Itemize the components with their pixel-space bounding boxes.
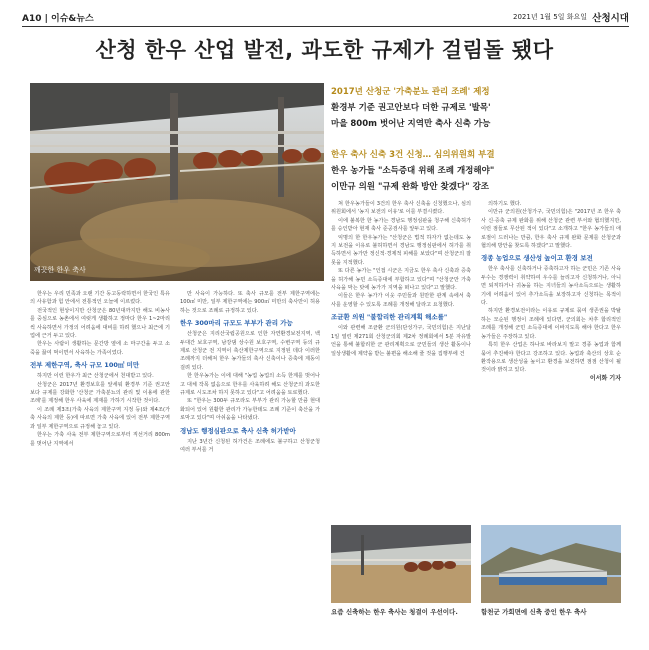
section-subheading: 경종 농업으로 생산성 높이고 환경 보전: [481, 254, 593, 263]
section-subheading: 조균환 의원 "불합리한 관리계획 해소를": [331, 313, 448, 322]
article-paragraph: 한우 축사를 신축하거나 증축하고자 하는 군민은 기존 사육두수는 경쟁력이 취약하여 우수를 늘리고자 신청하거나, 아니면 퇴직하거나 귀농을 하는 지녀들의 농사소득으로는 생활하기에 어려움이 있어 추가소득을 보장하고자 신청하는 목적이다.: [481, 266, 621, 307]
hero-caption: 깨끗한 한우 축사: [34, 266, 86, 274]
article-paragraph: 쳐 한우농가들이 3건의 한우 축사 신축을 신청했으나, 심의위원회에서 '농지 보전의 이유'로 이를 부결시켰다.: [331, 201, 471, 216]
article-paragraph: 이만규 군의원(산청가구, 국민의힘)은 "2017년 조 한우 축사 신·증축 규제 완화를 위해 산청군 관련 부서와 협의했지만, 이런 점들로 무산된 적이 있다"고 소개하고 "한우 농가들의 애로점이 드러나는 만큼, 한우 축사 규제 완화 문제를 산청군과 협의해 방안을 찾도록 하겠다"고 말했다.: [481, 209, 621, 250]
article-paragraph: 산청군은 지리산국립공원으로 인한 자연환경보전지역, 백두대간 보호구역, 남강댐 상수원 보호구역, 수변구역 등의 규제로 산청군 전 지역이 축산제한구역으로 지정된 데다 이러한 조례까지 더해져 한우 농가들의 축사 신축이나 증축에 제동이 걸려 있다.: [180, 331, 320, 371]
subhead-1-line-1: 환경부 기준 권고안보다 더한 규제로 '발목': [331, 103, 491, 113]
article-paragraph: 한우는 사람이 생활하는 문간방 옆에 소 마구간을 두고 소죽을 끓여 먹이면서 사육하는 가족이었다.: [30, 341, 170, 356]
page-header: [22, 6, 629, 27]
photo-caption-1: 요즘 신축하는 한우 축사는 청결이 우선이다.: [331, 608, 458, 616]
barn-illustration: [30, 83, 324, 281]
article-paragraph: 또 "한우는 300두 규모라도 부부가 관리 가능할 만큼 현대화되어 있어 원활한 관리가 가능한데도 조례 기준이 축산을 가로막고 있다"며 아쉬움을 나타냈다.: [180, 398, 320, 422]
subhead-1-title: 2017년 산청군 '가축분뇨 관리 조례' 제정: [331, 87, 490, 97]
article-paragraph: 이들은 한우 농가가 이웃 주민들과 원만한 관계 속에서 축사를 운영할 수 있도록 조례를 개정해 달라고 요청했다.: [331, 293, 471, 308]
byline: 이서화 기자: [589, 374, 621, 382]
article-paragraph: 한 한우농가는 이에 대해 "농업 농업의 소득 한계를 벗어나고 대체 작목 없음으로 한우를 사육하려 해도 산청군의 과도한 규제로 시도조차 하지 못하고 있다"고 어려움을 토로했다.: [180, 373, 320, 397]
article-paragraph: 이에 불복한 한 농가는 경남도 행정심판을 청구해 신축허가를 승인받아 현재 축사 준공검사를 앞두고 있다.: [331, 217, 471, 233]
section-label: A10 | 이슈&뉴스: [22, 14, 94, 24]
subhead-2-line-1: 한우 농가들 "소득증대 위해 조례 개정해야": [331, 166, 495, 176]
article-paragraph: 하지만 환경보전이라는 이유로 규제로 묶여 생존권을 박탈하는 모순된 행정이 조례에 있다면, 군의회는 차후 합리적인 조례를 개정해 군민 소득증대에 이바지도록 해야 한다고 한우농가들은 주장하고 있다.: [481, 308, 621, 340]
article-column-3: [331, 200, 471, 358]
article-column-1: [30, 290, 170, 448]
article-paragraph: 산청군은 2017년 환경보호를 앞세워 환경부 기준 권고안보다 규제를 강화한 '산청군 가축분뇨의 관리 및 이용에 관한 조례'를 제정해 한우 사육에 제재를 가하기 시작한 것이다.: [30, 381, 170, 405]
section-subheading: 전부 제한구역, 축사 규모 100㎡ 미만: [30, 361, 140, 370]
subhead-2-line-2: 이만규 의원 "규제 완화 방안 찾겠다" 강조: [331, 182, 489, 192]
subhead-2: [331, 147, 621, 195]
article-paragraph: 익명의 한 한우농가는 "산청군은 법적 하자가 없는데도 농지 보전을 이유로 불허하면서 경남도 행정심판에서 허가를 취득하면서 농가만 정신적·경제적 피해를 보았다"며 산청군의 잘못을 지적했다.: [331, 234, 471, 266]
hero-photo: [30, 83, 324, 281]
subhead-2-title: 한우 축사 신축 3건 신청… 심의위원회 부결: [331, 150, 495, 160]
subhead-1-line-2: 마을 800m 벗어난 지역만 축사 신축 가능: [331, 119, 491, 129]
article-paragraph: 이와 관련해 조균환 군의원(단성가구, 국민의힘)은 지난달 1일 열린 제271회 산청군의회 제2차 정례회에서 5분 자유발언을 통해 불합리한 군 관리계획으로 군민들의 생산 활동이나 일상생활에 제약을 받는 불편을 해소해 줄 것을 집행부에 건: [331, 325, 471, 357]
section-subheading: 경남도 행정심판으로 축사 신축 허가받아: [180, 426, 296, 435]
article-paragraph: 한우는 우리 민족과 오랜 기간 동고동락하면서 한국인 특유의 사유함과 힘 안에서 전통적인 오늘에 이르렀다.: [30, 291, 170, 306]
article-paragraph: 특히 한우 산업은 하나로 바라보지 말고 경종 농업과 함께 묶어 추진해야 한다고 강조하고 있다. 농업과 축산의 상호 순환작용으로 생산성을 높이고 환경을 보전하면 점점 산청이 될 것이라 밝히고 있다.: [481, 342, 621, 374]
article-paragraph: 의하기도 했다.: [488, 201, 522, 207]
article-paragraph: 한우는 가축 사육 전부 제한구역으로부터 직선거리 800m를 벗어난 지역에서: [30, 432, 170, 447]
article-paragraph: 이 조례 제3조(가축 사육의 제한구역 지정 등)와 제4조(가축 사육의 제한 등)에 따르면 가축 사육에 있어 전부 제한구역과 일부 제한구역으로 규정해 놓고 있다.: [30, 406, 170, 430]
article-paragraph: 지난 3년간 신청된 허가건은 조례에도 불구하고 산청군청 여러 부서를 거: [180, 438, 320, 454]
subhead-1: [331, 84, 621, 132]
paper-name: 산청시대: [592, 13, 629, 24]
article-paragraph: 하지만 이런 한우가 최근 산청군에서 천대받고 있다.: [37, 373, 154, 380]
section-subheading: 한우 300마리 규모도 부부가 관리 가능: [180, 319, 293, 328]
barn-photo-2: [481, 525, 621, 603]
barn-photo-1: [331, 525, 471, 603]
issue-date: 2021년 1월 5일 화요일: [513, 13, 587, 21]
article-paragraph: 또 다른 농가는 "인접 시군은 지금도 한우 축사 신축과 증축을 허가해 농민 소득증대에 부합하고 있다"며 "산청군만 가축 사육을 막는 탓에 농가가 지역을 떠나고 있다"고 말했다.: [331, 268, 471, 292]
article-paragraph: 전국적인 현상이지만 산청군은 80년대까지만 해도 비농사를 중심으로 농촌에서 여럿게 생활하고 정마다 한우 1~2마리씩 사육하면서 가정의 어려움에 대비를 하려 했으나 최근에 기업에 근거 두고 있다.: [30, 307, 170, 340]
article-column-4: [481, 200, 621, 383]
headline: 산청 한우 산업 발전, 과도한 규제가 걸림돌 됐다: [95, 38, 554, 62]
article-paragraph: 만 사육이 가능하다. 또 축사 규모를 전부 제한구역에는 100㎡ 미만, 일부 제한구역에는 900㎡ 미만의 축사만이 허용하는 것으로 조례로 규정하고 있다.: [180, 291, 320, 314]
article-column-2: [180, 290, 320, 455]
photo-caption-2: 함천군 가회면에 신축 중인 한우 축사: [481, 608, 587, 616]
